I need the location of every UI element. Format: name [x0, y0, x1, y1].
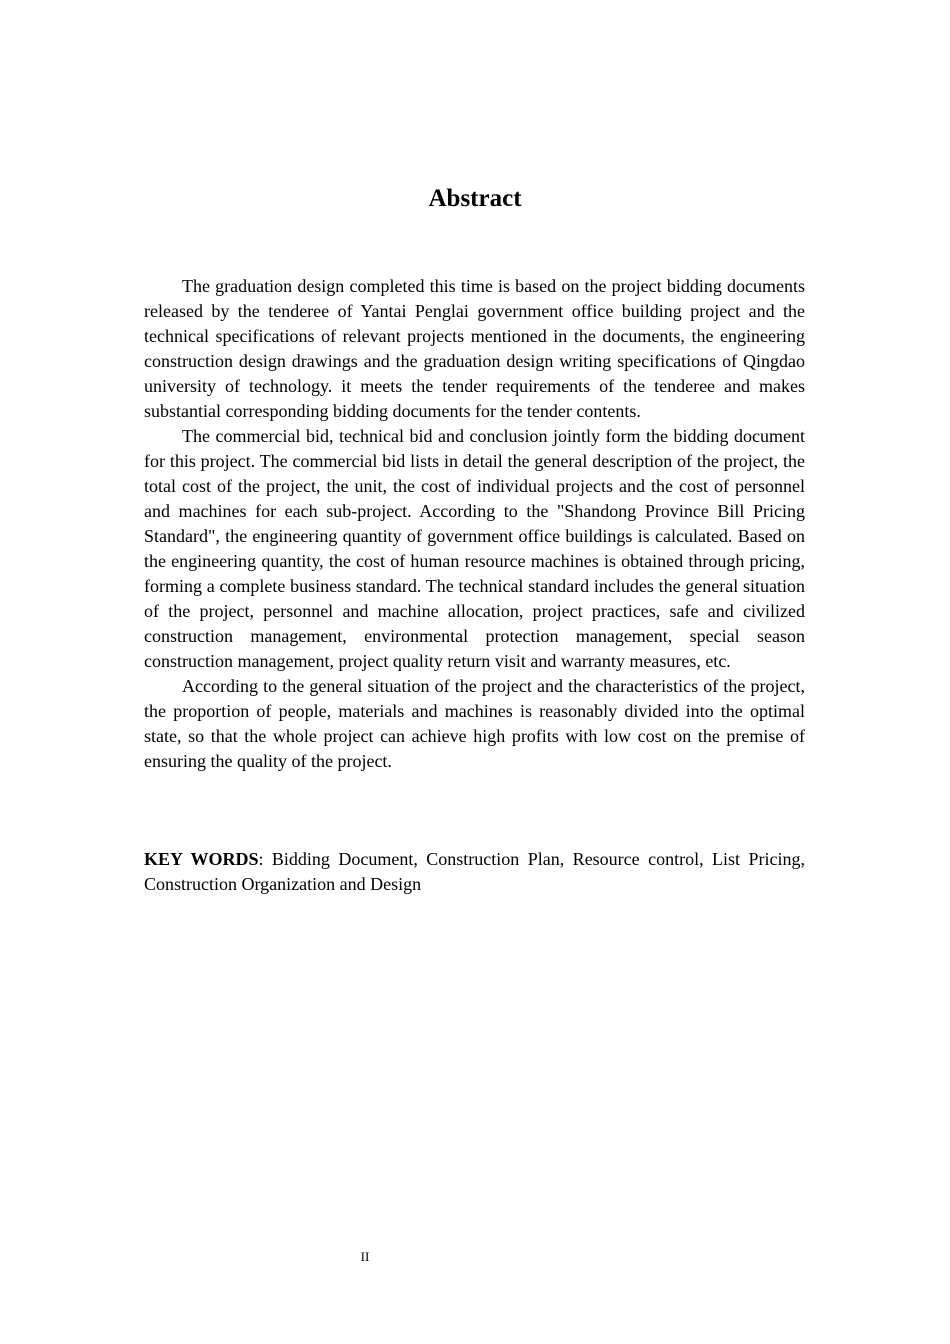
abstract-paragraph-2: The commercial bid, technical bid and conclusion jointly form the bidding document for this project. The commercial bid lists in detail the general description of the project, the total cost of the project, the unit, the cost of individual projects and the cost of personnel and machines for each sub-project. According to the "Shandong Province Bill Pricing Standard", the engineering quantity of government office buildings is calculated. Based on the engineering quantity, the cost of human resource machines is obtained through pricing, forming a complete business standard. The technical standard includes the general situation of the project, personnel and machine allocation, project practices, safe and civilized construction management, environmental protection management, special season construction management, project quality return visit and warranty measures, etc. — [144, 426, 805, 671]
keywords-text: Bidding Document, Construction Plan, Resource control, List Pricing, Construction Organization and Design — [144, 849, 805, 894]
abstract-body — [144, 274, 805, 774]
page-number: II — [360, 1249, 370, 1264]
keywords-label: KEY WORDS — [144, 849, 259, 869]
page-title: Abstract — [428, 185, 522, 212]
abstract-paragraph-3: According to the general situation of the project and the characteristics of the project, the proportion of people, materials and machines is reasonably divided into the optimal state, so that the whole project can achieve high profits with low cost on the premise of ensuring the quality of the project. — [144, 676, 805, 771]
keywords-line — [144, 847, 805, 897]
keywords-separator: : — [258, 849, 272, 869]
abstract-paragraph-1: The graduation design completed this time is based on the project bidding documents released by the tenderee of Yantai Penglai government office building project and the technical specifications of relevant projects mentioned in the documents, the engineering construction design drawings and the graduation design writing specifications of Qingdao university of technology. it meets the tender requirements of the tenderee and makes substantial corresponding bidding documents for the tender contents. — [144, 276, 805, 421]
